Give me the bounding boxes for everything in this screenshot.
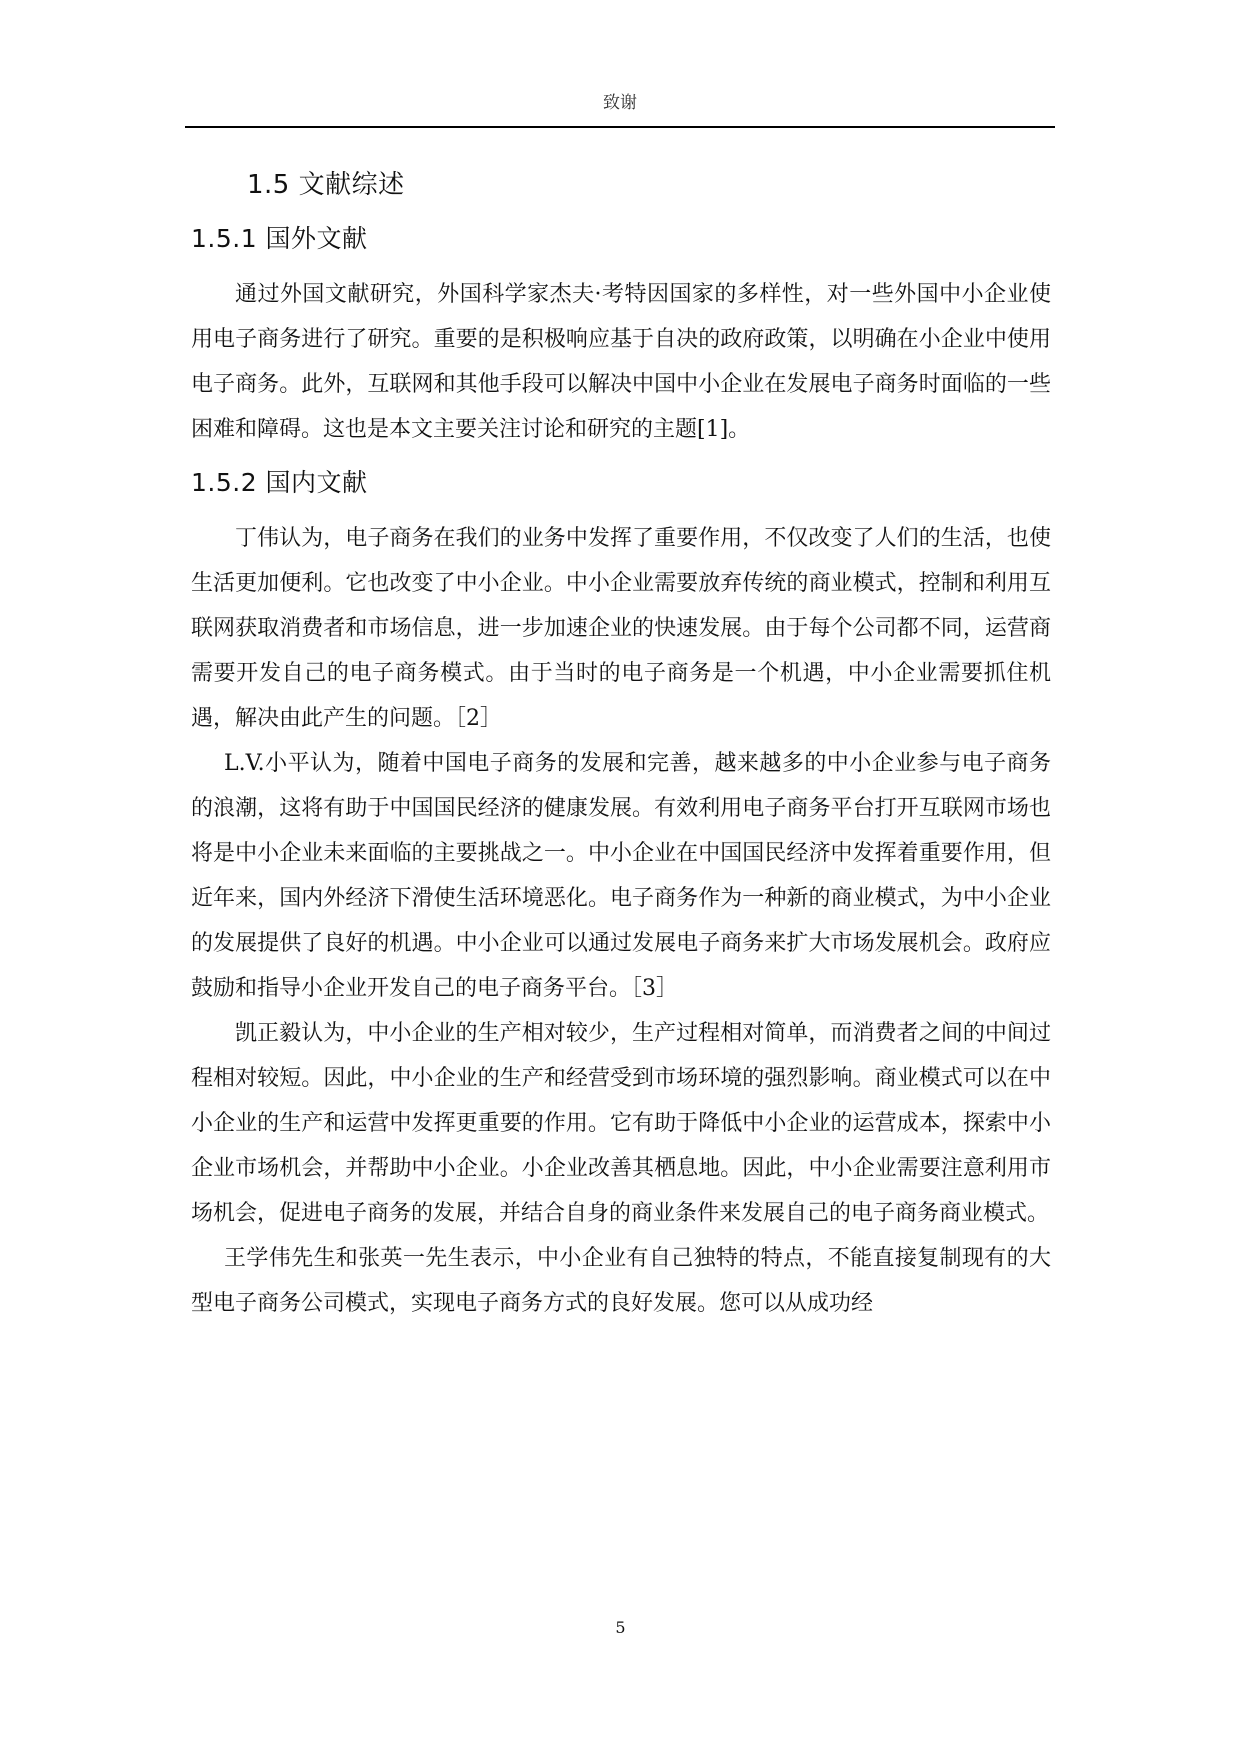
paragraph: 丁伟认为，电子商务在我们的业务中发挥了重要作用，不仅改变了人们的生活，也使生活更加便利。它也改变了中小企业。中小企业需要放弃传统的商业模式，控制和利用互联网获取消费者和市场信息，进一步加速企业的快速发展。由于每个公司都不同，运营商需要开发自己的电子商务模式。由于当时的电子商务是一个机遇，中小企业需要抓住机遇，解决由此产生的问题。［2］ [191,526,1051,731]
paragraph: L.V.小平认为，随着中国电子商务的发展和完善，越来越多的中小企业参与电子商务的浪潮，这将有助于中国国民经济的健康发展。有效利用电子商务平台打开互联网市场也将是中小企业未来面临的主要挑战之一。中小企业在中国国民经济中发挥着重要作用，但近年来，国内外经济下滑使生活环境恶化。电子商务作为一种新的商业模式，为中小企业的发展提供了良好的机遇。中小企业可以通过发展电子商务来扩大市场发展机会。政府应鼓励和指导小企业开发自己的电子商务平台。［3］ [191,751,1051,1001]
subsection-heading-foreign: 1.5.1 国外文献 [191,224,368,253]
running-header: 致谢 [603,93,637,113]
paragraph: 王学伟先生和张英一先生表示，中小企业有自己独特的特点，不能直接复制现有的大型电子商务公司模式，实现电子商务方式的良好发展。您可以从成功经 [191,1246,1051,1316]
subsection-heading-domestic: 1.5.2 国内文献 [191,468,368,497]
paragraph: 通过外国文献研究，外国科学家杰夫·考特因国家的多样性，对一些外国中小企业使用电子商务进行了研究。重要的是积极响应基于自决的政府政策，以明确在小企业中使用电子商务。此外，互联网和其他手段可以解决中国中小企业在发展电子商务时面临的一些困难和障碍。这也是本文主要关注讨论和研究的主题[1]。 [191,282,1051,442]
page-content [191,160,1051,1326]
header-rule [185,126,1055,128]
page-number: 5 [615,1618,626,1637]
paragraph: 凯正毅认为，中小企业的生产相对较少，生产过程相对简单，而消费者之间的中间过程相对较短。因此，中小企业的生产和经营受到市场环境的强烈影响。商业模式可以在中小企业的生产和运营中发挥更重要的作用。它有助于降低中小企业的运营成本，探索中小企业市场机会，并帮助中小企业。小企业改善其栖息地。因此，中小企业需要注意利用市场机会，促进电子商务的发展，并结合自身的商业条件来发展自己的电子商务商业模式。 [191,1021,1051,1226]
section-heading: 1.5 文献综述 [247,170,405,200]
